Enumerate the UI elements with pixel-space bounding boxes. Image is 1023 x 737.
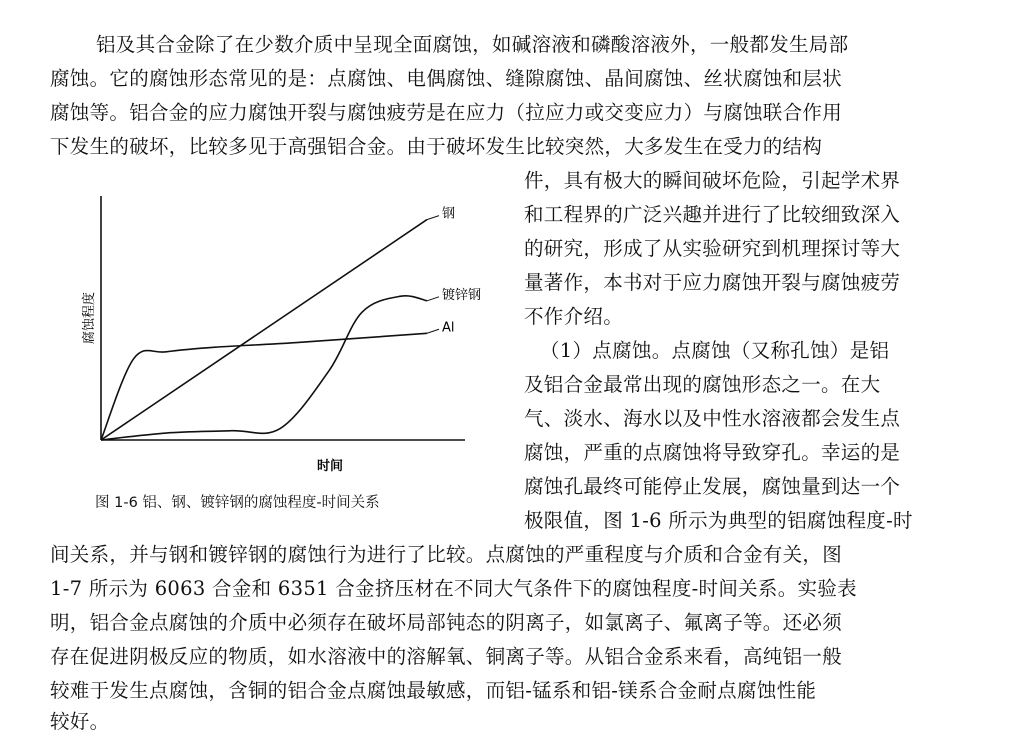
right-line-1: 件，具有极大的瞬间破坏危险，引起学术界 [524,169,901,192]
text-line-2: 腐蚀。它的腐蚀形态常见的是：点腐蚀、电偶腐蚀、缝隙腐蚀、晶间腐蚀、丝状腐蚀和层状 [50,67,843,90]
right-line-10: 腐蚀孔最终可能停止发展，腐蚀量到达一个 [524,475,901,498]
right-line-11: 极限值，图 1-6 所示为典型的铝腐蚀程度-时 [524,509,913,532]
series-leader-steel [427,216,439,220]
text-line-10: 较好。 [50,710,110,733]
right-line-8: 气、淡水、海水以及中性水溶液都会发生点 [524,407,901,430]
corrosion-chart [55,178,515,488]
right-line-7: 及铝合金最常出现的腐蚀形态之一。在大 [524,373,881,396]
text-line-8: 存在促进阴极反应的物质，如水溶液中的溶解氧、铜离子等。从铝合金系来看，高纯铝一般 [50,645,843,668]
series-line-galvanized-steel [101,296,427,440]
series-label-aluminum: Al [442,320,455,336]
y-axis-label: 腐蚀程度 [82,291,97,345]
text-line-3: 腐蚀等。铝合金的应力腐蚀开裂与腐蚀疲劳是在应力（拉应力或交变应力）与腐蚀联合作用 [50,101,843,124]
text-line-1: 铝及其合金除了在少数介质中呈现全面腐蚀，如碱溶液和磷酸溶液外，一般都发生局部 [96,33,849,56]
right-line-9: 腐蚀，严重的点腐蚀将导致穿孔。幸运的是 [524,441,901,464]
text-line-5: 间关系，并与钢和镀锌钢的腐蚀行为进行了比较。点腐蚀的严重程度与介质和合金有关，图 [50,543,843,566]
right-line-5: 不作介绍。 [524,305,624,328]
text-line-4: 下发生的破坏，比较多见于高强铝合金。由于破坏发生比较突然，大多发生在受力的结构 [50,135,823,158]
right-line-6: （1）点腐蚀。点腐蚀（又称孔蚀）是铝 [540,339,890,362]
series-leader-aluminum [427,329,439,333]
text-line-7: 明，铝合金点腐蚀的介质中必须存在破坏局部钝态的阴离子，如氯离子、氟离子等。还必须 [50,611,843,634]
x-axis-label: 时间 [316,459,344,474]
series-line-aluminum [101,333,427,440]
right-line-3: 的研究，形成了从实验研究到机理探讨等大 [524,237,901,260]
right-line-4: 量著作，本书对于应力腐蚀开裂与腐蚀疲劳 [524,271,901,294]
figure-1-6 [55,178,515,518]
figure-caption: 图 1-6 铝、钢、镀锌钢的腐蚀程度-时间关系 [95,495,380,511]
series-line-steel [101,220,427,440]
series-label-galvanized-steel: 镀锌钢 [442,287,482,303]
text-line-9: 较难于发生点腐蚀，含铜的铝合金点腐蚀最敏感，而铝-锰系和铝-镁系合金耐点腐蚀性能 [50,679,817,702]
series-leader-galvanized-steel [427,297,439,301]
right-line-2: 和工程界的广泛兴趣并进行了比较细致深入 [524,203,901,226]
text-line-6: 1-7 所示为 6063 合金和 6351 合金挤压材在不同大气条件下的腐蚀程度-时间关系。实验表 [50,577,857,600]
series-label-steel: 钢 [442,206,456,222]
